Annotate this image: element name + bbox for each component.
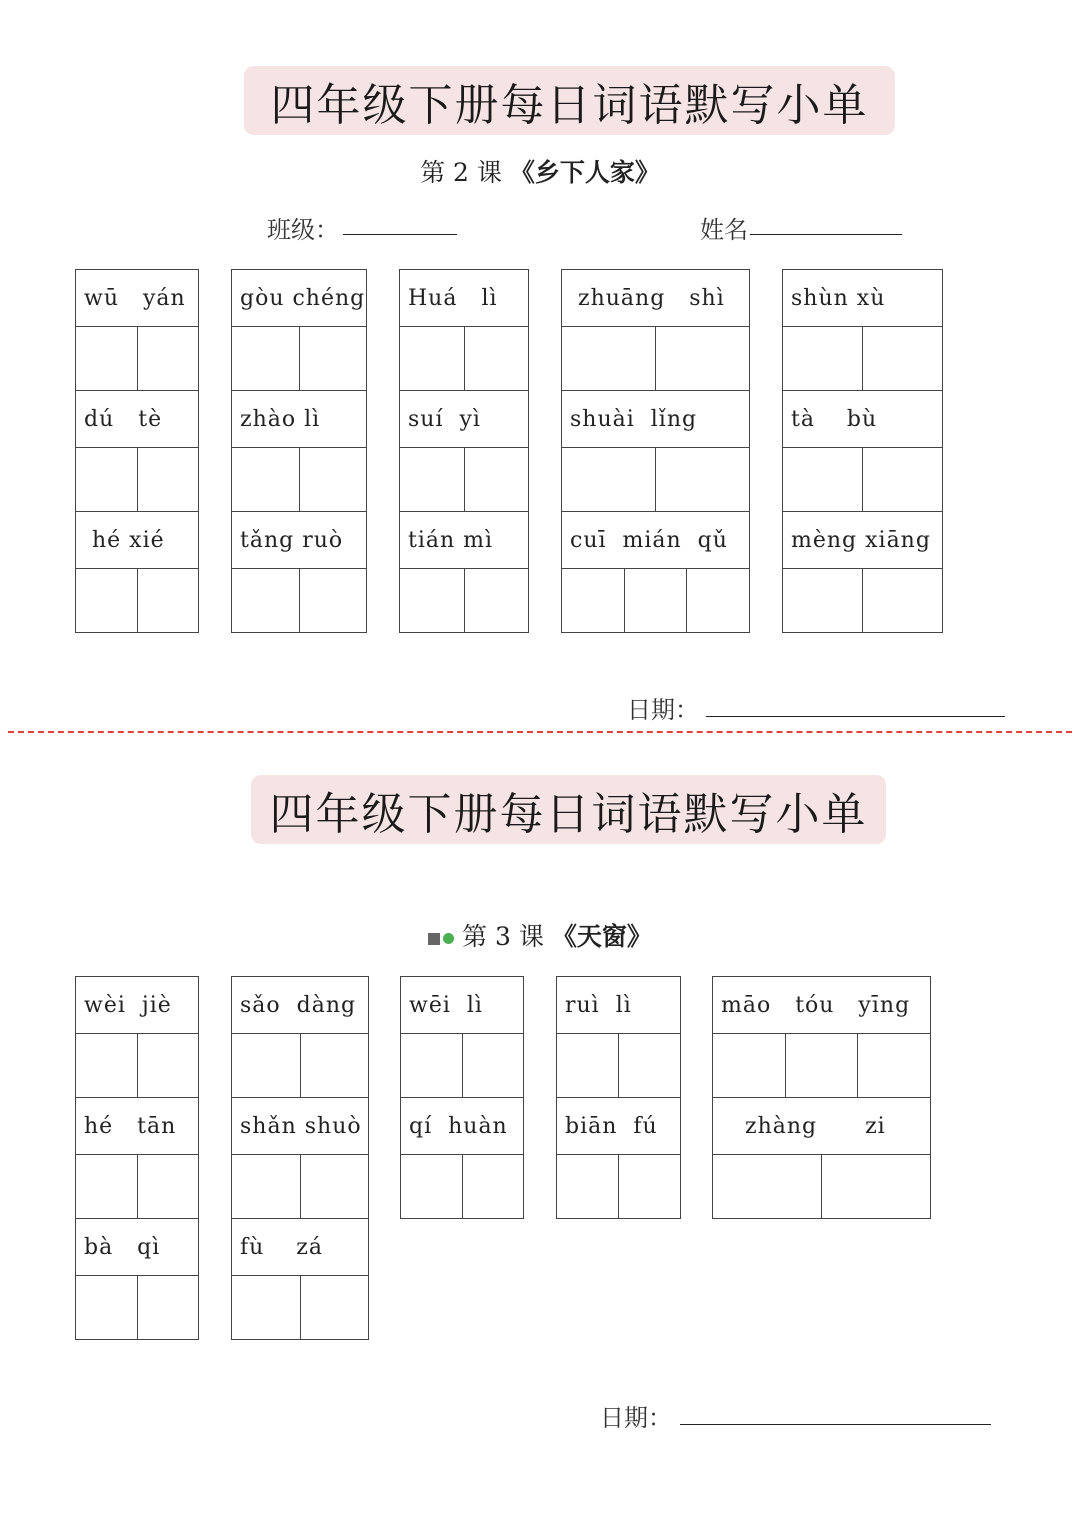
- character-box[interactable]: [299, 327, 367, 390]
- word-item: [557, 1097, 680, 1218]
- pinyin-prompt: wèi jiè: [76, 977, 198, 1034]
- character-box[interactable]: [137, 448, 199, 511]
- writing-boxes: [562, 448, 749, 511]
- writing-boxes: [232, 1276, 368, 1339]
- writing-boxes: [401, 1034, 523, 1097]
- word-item: [783, 270, 942, 390]
- writing-boxes: [76, 327, 198, 390]
- writing-boxes: [401, 1155, 523, 1218]
- writing-boxes: [783, 569, 942, 632]
- date-blank[interactable]: [680, 1424, 991, 1425]
- character-box[interactable]: [137, 569, 199, 632]
- word-item: [713, 977, 930, 1097]
- pinyin-prompt: bà qì: [76, 1219, 198, 1276]
- character-box[interactable]: [783, 327, 862, 390]
- pinyin-prompt: tián mì: [400, 512, 528, 569]
- character-box[interactable]: [232, 1276, 300, 1339]
- pinyin-prompt: hé tān: [76, 1098, 198, 1155]
- character-box[interactable]: [862, 327, 942, 390]
- pinyin-prompt: Huá lì: [400, 270, 528, 327]
- name-blank[interactable]: [750, 234, 902, 235]
- lesson-heading-1: [0, 153, 1080, 189]
- writing-boxes: [76, 448, 198, 511]
- worksheet-banner-1: 四年级下册每日词语默写小单: [244, 66, 895, 135]
- character-box[interactable]: [232, 327, 299, 390]
- character-box[interactable]: [462, 1155, 524, 1218]
- character-box[interactable]: [862, 569, 942, 632]
- writing-boxes: [713, 1155, 930, 1218]
- name-label: 姓名: [700, 216, 748, 244]
- writing-boxes: [557, 1155, 680, 1218]
- character-box[interactable]: [557, 1034, 618, 1097]
- character-box[interactable]: [464, 569, 529, 632]
- word-item: [400, 511, 528, 632]
- lesson-title: 《天窗》: [551, 922, 652, 951]
- pinyin-prompt: gòu chéng: [232, 270, 366, 327]
- character-box[interactable]: [300, 1276, 369, 1339]
- character-box[interactable]: [137, 1155, 199, 1218]
- character-box[interactable]: [76, 1155, 137, 1218]
- character-box[interactable]: [624, 569, 687, 632]
- character-box[interactable]: [232, 1034, 300, 1097]
- character-box[interactable]: [562, 569, 624, 632]
- date-blank[interactable]: [706, 716, 1005, 717]
- character-box[interactable]: [713, 1034, 785, 1097]
- character-box[interactable]: [462, 1034, 524, 1097]
- writing-boxes: [562, 569, 749, 632]
- writing-boxes: [562, 327, 749, 390]
- writing-boxes: [232, 327, 366, 390]
- pinyin-prompt: zhàng zi: [713, 1098, 930, 1155]
- character-box[interactable]: [618, 1155, 680, 1218]
- leaf-icon: [443, 933, 454, 944]
- pinyin-prompt: ruì lì: [557, 977, 680, 1034]
- word-item: [400, 270, 528, 390]
- character-box[interactable]: [232, 1155, 300, 1218]
- writing-boxes: [557, 1034, 680, 1097]
- character-box[interactable]: [137, 1034, 199, 1097]
- pinyin-prompt: hé xié: [76, 512, 198, 569]
- character-box[interactable]: [401, 1034, 462, 1097]
- word-item: [232, 390, 366, 511]
- word-item: [783, 390, 942, 511]
- word-card: [400, 976, 524, 1219]
- character-box[interactable]: [300, 1155, 369, 1218]
- character-box[interactable]: [562, 448, 655, 511]
- word-item: [76, 977, 198, 1097]
- character-box[interactable]: [76, 569, 137, 632]
- word-item: [562, 511, 749, 632]
- word-item: [232, 511, 366, 632]
- writing-boxes: [400, 448, 528, 511]
- writing-boxes: [76, 1276, 198, 1339]
- character-box[interactable]: [401, 1155, 462, 1218]
- pinyin-prompt: wēi lì: [401, 977, 523, 1034]
- character-box[interactable]: [783, 448, 862, 511]
- writing-boxes: [232, 448, 366, 511]
- character-box[interactable]: [400, 327, 464, 390]
- character-box[interactable]: [785, 1034, 858, 1097]
- pinyin-prompt: tà bù: [783, 391, 942, 448]
- character-box[interactable]: [821, 1155, 930, 1218]
- character-box[interactable]: [783, 569, 862, 632]
- character-box[interactable]: [137, 327, 199, 390]
- qr-icon: [428, 933, 440, 945]
- word-card: [75, 269, 199, 633]
- pinyin-prompt: zhuāng shì: [562, 270, 749, 327]
- word-card: [556, 976, 681, 1219]
- word-item: [76, 270, 198, 390]
- pinyin-prompt: suí yì: [400, 391, 528, 448]
- word-item: [76, 1218, 198, 1339]
- writing-boxes: [76, 1034, 198, 1097]
- class-label: 班级：: [267, 216, 339, 244]
- date-label: 日期：: [600, 1404, 672, 1432]
- character-box[interactable]: [76, 1276, 137, 1339]
- pinyin-prompt: zhào lì: [232, 391, 366, 448]
- writing-boxes: [783, 448, 942, 511]
- writing-boxes: [713, 1034, 930, 1097]
- word-item: [232, 270, 366, 390]
- writing-boxes: [76, 569, 198, 632]
- character-box[interactable]: [857, 1034, 930, 1097]
- character-box[interactable]: [400, 448, 464, 511]
- pinyin-prompt: wū yán: [76, 270, 198, 327]
- word-card: [75, 976, 199, 1340]
- pinyin-prompt: shuài lǐng: [562, 391, 749, 448]
- word-card: [782, 269, 943, 633]
- character-box[interactable]: [655, 448, 749, 511]
- date-label: 日期：: [627, 696, 699, 724]
- pinyin-prompt: shǎn shuò: [232, 1098, 368, 1155]
- word-card: [231, 976, 369, 1340]
- writing-boxes: [232, 1034, 368, 1097]
- lesson-title: 《乡下人家》: [509, 158, 660, 187]
- character-box[interactable]: [686, 569, 749, 632]
- character-box[interactable]: [232, 569, 299, 632]
- character-box[interactable]: [76, 327, 137, 390]
- word-card: [561, 269, 750, 633]
- character-box[interactable]: [137, 1276, 199, 1339]
- character-box[interactable]: [400, 569, 464, 632]
- word-item: [713, 1097, 930, 1218]
- pinyin-prompt: dú tè: [76, 391, 198, 448]
- word-item: [401, 977, 523, 1097]
- word-item: [232, 977, 368, 1097]
- word-item: [401, 1097, 523, 1218]
- word-item: [783, 511, 942, 632]
- writing-boxes: [232, 1155, 368, 1218]
- character-box[interactable]: [300, 1034, 369, 1097]
- word-item: [400, 390, 528, 511]
- character-box[interactable]: [299, 569, 367, 632]
- character-box[interactable]: [655, 327, 749, 390]
- pinyin-prompt: shùn xù: [783, 270, 942, 327]
- writing-boxes: [783, 327, 942, 390]
- word-item: [232, 1218, 368, 1339]
- writing-boxes: [400, 327, 528, 390]
- word-card: [399, 269, 529, 633]
- word-item: [76, 390, 198, 511]
- lesson-heading-2: [0, 917, 1080, 953]
- lesson-label: 第 3 课: [462, 922, 544, 951]
- pinyin-prompt: biān fú: [557, 1098, 680, 1155]
- word-item: [76, 511, 198, 632]
- worksheet-banner-2: 四年级下册每日词语默写小单: [251, 775, 886, 844]
- pinyin-prompt: mèng xiāng: [783, 512, 942, 569]
- writing-boxes: [400, 569, 528, 632]
- pinyin-prompt: cuī mián qǔ: [562, 512, 749, 569]
- character-box[interactable]: [557, 1155, 618, 1218]
- pinyin-prompt: qí huàn: [401, 1098, 523, 1155]
- word-item: [76, 1097, 198, 1218]
- character-box[interactable]: [562, 327, 655, 390]
- pinyin-prompt: sǎo dàng: [232, 977, 368, 1034]
- character-box[interactable]: [76, 448, 137, 511]
- character-box[interactable]: [464, 448, 529, 511]
- cut-line-divider: [8, 731, 1072, 733]
- word-item: [562, 270, 749, 390]
- character-box[interactable]: [299, 448, 367, 511]
- class-blank[interactable]: [343, 234, 457, 235]
- pinyin-prompt: māo tóu yīng: [713, 977, 930, 1034]
- character-box[interactable]: [232, 448, 299, 511]
- character-box[interactable]: [618, 1034, 680, 1097]
- character-box[interactable]: [76, 1034, 137, 1097]
- character-box[interactable]: [464, 327, 529, 390]
- character-box[interactable]: [862, 448, 942, 511]
- pinyin-prompt: tǎng ruò: [232, 512, 366, 569]
- writing-boxes: [76, 1155, 198, 1218]
- lesson-label: 第 2 课: [420, 158, 502, 187]
- word-card: [231, 269, 367, 633]
- word-item: [562, 390, 749, 511]
- word-item: [232, 1097, 368, 1218]
- writing-boxes: [232, 569, 366, 632]
- pinyin-prompt: fù zá: [232, 1219, 368, 1276]
- word-item: [557, 977, 680, 1097]
- word-card: [712, 976, 931, 1219]
- character-box[interactable]: [713, 1155, 821, 1218]
